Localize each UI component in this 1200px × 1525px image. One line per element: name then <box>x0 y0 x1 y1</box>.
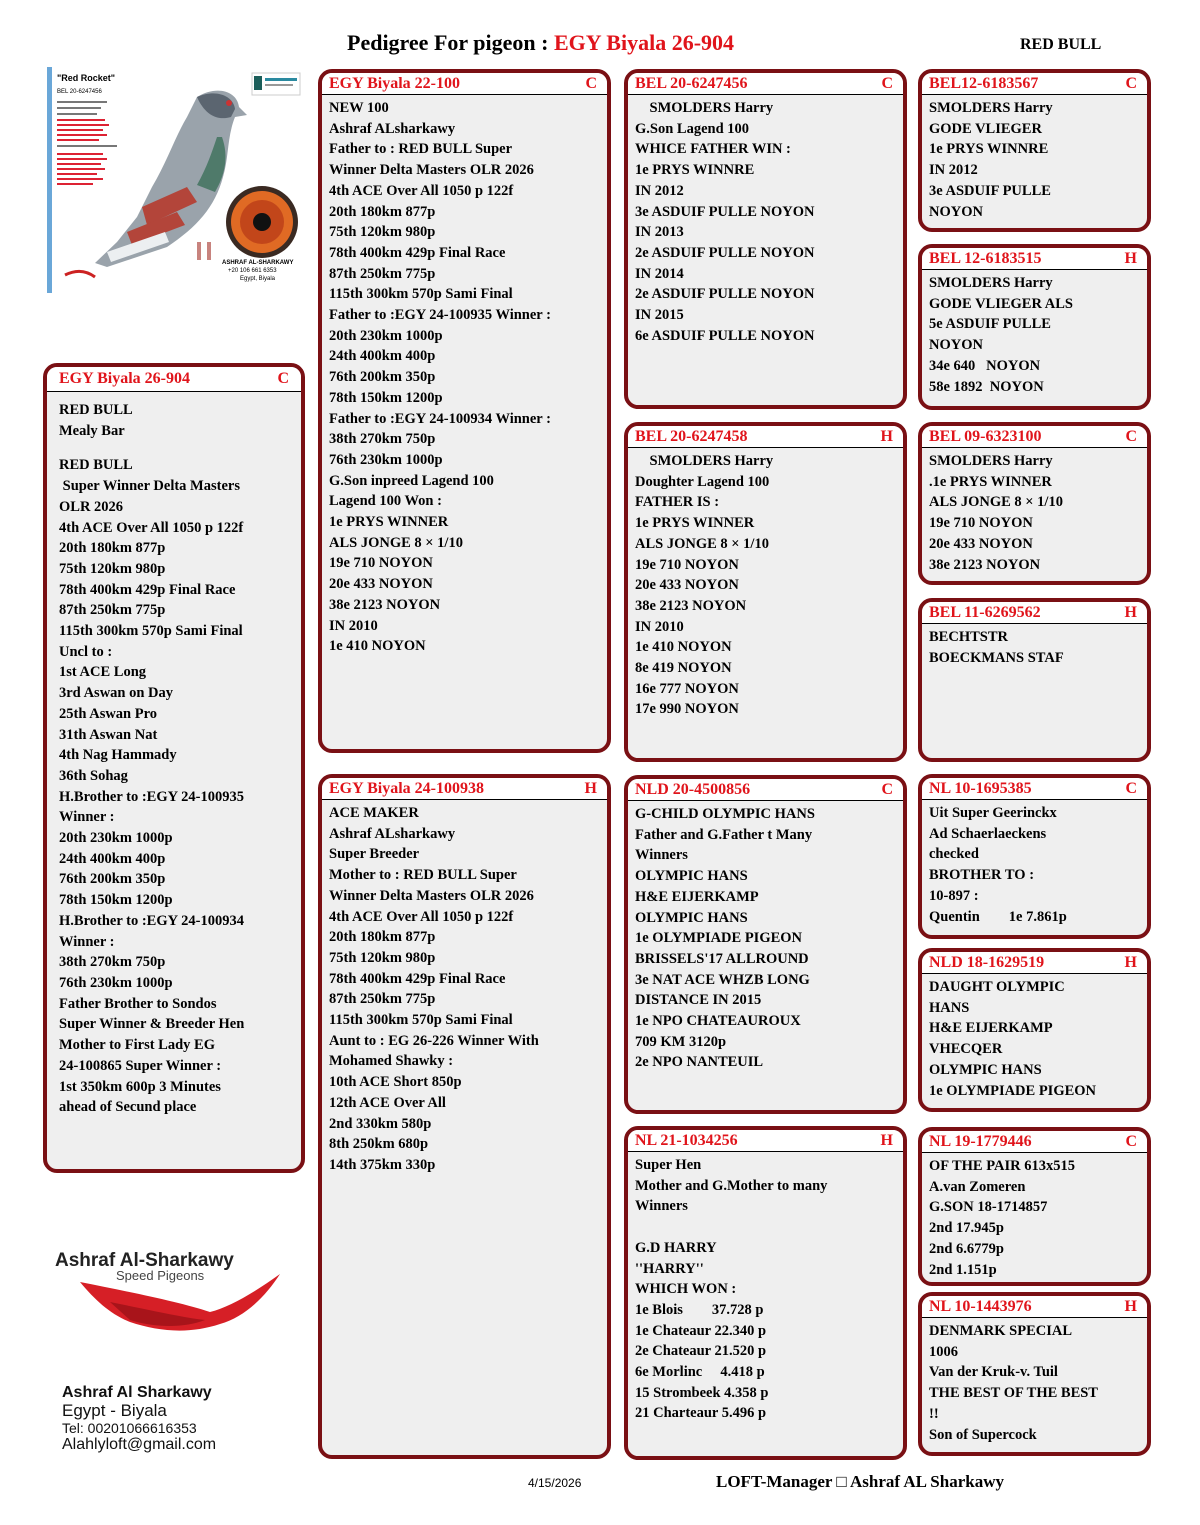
card-ggp-5 <box>918 774 1151 939</box>
record-line: GODE VLIEGER ALS <box>929 295 1073 312</box>
record-line: Father and G.Father t Many <box>635 826 813 843</box>
record-line: 76th 200km 350p <box>329 369 436 386</box>
record-line: OLR 2026 <box>59 498 124 515</box>
loft-manager-credit: LOFT-Manager □ Ashraf AL Sharkawy <box>716 1472 1004 1491</box>
record-line: 17e 990 NOYON <box>635 701 739 718</box>
record-line: 1e 410 NOYON <box>635 639 732 656</box>
record-line: Uit Super Geerinckx <box>929 805 1057 821</box>
record-line: 10th ACE Short 850p <box>329 1074 462 1091</box>
card-header <box>322 778 607 800</box>
card-header <box>628 426 903 448</box>
record-line: 1e PRYS WINNRE <box>929 141 1049 158</box>
record-line: BRISSELS'17 ALLROUND <box>635 950 809 967</box>
record-line: Super Winner & Breeder Hen <box>59 1016 245 1033</box>
record-line: IN 2012 <box>929 162 978 179</box>
record-line: IN 2012 <box>635 182 684 199</box>
record-line: 36th Sohag <box>59 767 128 784</box>
record-line: Father Brother to Sondos <box>59 995 217 1012</box>
card-body <box>322 95 607 657</box>
record-line: 1e 410 NOYON <box>329 638 426 655</box>
record-line: 8th 250km 680p <box>329 1136 429 1153</box>
record-line: 115th 300km 570p Sami Final <box>59 623 243 640</box>
card-sire-sire <box>624 69 907 409</box>
record-line: OLYMPIC HANS <box>635 909 748 926</box>
ring-number: BEL12-6183567 <box>929 75 1039 92</box>
record-line: 2e Chateaur 21.520 p <box>635 1343 767 1360</box>
record-line: H.Brother to :EGY 24-100935 <box>59 788 244 805</box>
record-line: 75th 120km 980p <box>329 224 436 241</box>
card-body <box>47 392 301 441</box>
record-line: Winner Delta Masters OLR 2026 <box>329 162 534 179</box>
record-line: 38e 2123 NOYON <box>929 556 1041 573</box>
record-line: 4th ACE Over All 1050 p 122f <box>59 519 244 536</box>
card-body <box>922 270 1147 397</box>
ring-number: NLD 20-4500856 <box>635 781 751 798</box>
record-line: Ashraf ALsharkawy <box>329 825 456 842</box>
record-line: 19e 710 NOYON <box>635 556 739 573</box>
record-line: Father to :EGY 24-100935 Winner : <box>329 307 551 324</box>
record-line: WHICE FATHER WIN : <box>635 141 791 158</box>
record-line: 2e ASDUIF PULLE NOYON <box>635 286 815 303</box>
photo-ring: BEL 20-6247456 <box>57 89 102 95</box>
sex-marker: C <box>585 75 597 92</box>
card-body <box>922 1318 1147 1445</box>
record-line: 20e 433 NOYON <box>329 576 433 593</box>
record-line: GODE VLIEGER <box>929 120 1042 137</box>
ring-number: EGY Biyala 24-100938 <box>329 780 484 797</box>
record-line: ACE MAKER <box>329 805 419 821</box>
card-body <box>922 95 1147 222</box>
ring-number: EGY Biyala 22-100 <box>329 75 460 92</box>
record-line: H.Brother to :EGY 24-100934 <box>59 912 244 929</box>
record-line: Doughter Lagend 100 <box>635 473 770 490</box>
record-line: 2e NPO NANTEUIL <box>635 1054 764 1071</box>
record-line: 24th 400km 400p <box>329 348 436 365</box>
record-line: H&E EIJERKAMP <box>635 888 759 905</box>
photo-caption-name: ASHRAF AL-SHARKAWY <box>222 260 294 266</box>
card-body <box>922 1153 1147 1280</box>
title-ring: EGY Biyala 26-904 <box>553 30 735 55</box>
ring-number: BEL 20-6247456 <box>635 75 748 92</box>
record-line: Ashraf ALsharkawy <box>329 120 456 137</box>
record-line: 75th 120km 980p <box>59 560 166 577</box>
record-line: 20th 180km 877p <box>329 203 436 220</box>
breeder-email: Alahlyloft@gmail.com <box>62 1436 217 1453</box>
record-line: 75th 120km 980p <box>329 949 436 966</box>
record-line: 38e 2123 NOYON <box>329 596 441 613</box>
record-line: Winner Delta Masters OLR 2026 <box>329 887 534 904</box>
record-line: Lagend 100 Won : <box>329 493 442 510</box>
card-body <box>322 800 607 1176</box>
record-line: DENMARK SPECIAL <box>929 1323 1072 1339</box>
record-line: NOYON <box>929 203 983 220</box>
brand-tagline: Speed Pigeons <box>116 1268 205 1283</box>
record-line: 20th 230km 1000p <box>329 327 443 344</box>
card-body <box>628 95 903 346</box>
record-line: 38th 270km 750p <box>329 431 436 448</box>
record-line: BROTHER TO : <box>929 867 1035 884</box>
card-dam-dam <box>624 1126 907 1460</box>
record-line: H&E EIJERKAMP <box>929 1020 1053 1037</box>
record-line: G.Son Lagend 100 <box>635 120 750 137</box>
record-line: SMOLDERS Harry <box>929 275 1053 291</box>
record-line: BOECKMANS STAF <box>929 649 1064 666</box>
record-line: 2e ASDUIF PULLE NOYON <box>635 244 815 261</box>
sex-marker: C <box>881 75 893 92</box>
record-line: Ad Schaerlaeckens <box>929 825 1047 842</box>
record-line: IN 2010 <box>329 617 378 634</box>
record-line: Winner : <box>59 809 115 826</box>
record-line: 20e 433 NOYON <box>929 535 1033 552</box>
card-dam-sire <box>624 775 907 1114</box>
record-line: ALS JONGE 8 × 1/10 <box>329 534 463 551</box>
record-line: .1e PRYS WINNER <box>929 473 1052 490</box>
sex-marker: H <box>880 428 893 445</box>
card-header <box>922 602 1147 624</box>
record-line: 115th 300km 570p Sami Final <box>329 286 513 303</box>
record-line: THE BEST OF THE BEST <box>929 1385 1098 1402</box>
record-line: 38e 2123 NOYON <box>635 597 747 614</box>
record-line: 78th 400km 429p Final Race <box>329 970 506 987</box>
sex-marker: H <box>1124 954 1137 971</box>
record-line: 2nd 17.945p <box>929 1220 1004 1237</box>
record-line: 25th Aswan Pro <box>59 705 158 722</box>
sex-marker: H <box>1124 250 1137 267</box>
record-line: 1e PRYS WINNER <box>635 515 755 532</box>
record-line: OF THE PAIR 613x515 <box>929 1158 1075 1174</box>
print-date: 4/15/2026 <box>528 1476 582 1490</box>
record-line: Winners <box>635 847 688 864</box>
record-line: G.SON 18-1714857 <box>929 1199 1048 1216</box>
breeder-contact <box>62 1384 216 1454</box>
record-line: 76th 200km 350p <box>59 871 166 888</box>
ring-number: NLD 18-1629519 <box>929 954 1045 971</box>
record-line: ALS JONGE 8 × 1/10 <box>929 494 1063 511</box>
record-line: 4th Nag Hammady <box>59 747 177 764</box>
record-line: 20th 180km 877p <box>59 540 166 557</box>
card-header <box>922 952 1147 974</box>
record-line: 78th 400km 429p Final Race <box>59 581 236 598</box>
record-line: 16e 777 NOYON <box>635 680 739 697</box>
card-body-second <box>47 441 301 1118</box>
ring-number: NL 10-1695385 <box>929 780 1032 797</box>
record-line: 24th 400km 400p <box>59 850 166 867</box>
record-line: Aunt to : EG 26-226 Winner With <box>329 1032 539 1049</box>
record-line: 19e 710 NOYON <box>329 555 433 572</box>
record-line: 6e Morlinc 4.418 p <box>635 1364 765 1381</box>
record-line: ''HARRY'' <box>635 1260 704 1277</box>
record-line: 115th 300km 570p Sami Final <box>329 1012 513 1029</box>
record-line: DISTANCE IN 2015 <box>635 992 762 1009</box>
record-line: Uncl to : <box>59 643 113 660</box>
breeder-tel: Tel: 00201066616353 <box>62 1420 197 1436</box>
record-line: 87th 250km 775p <box>59 602 166 619</box>
card-header <box>322 73 607 95</box>
record-line: 1006 <box>929 1343 958 1360</box>
record-line: Quentin 1e 7.861p <box>929 908 1067 925</box>
sex-marker: C <box>1125 780 1137 797</box>
ring-number: NL 10-1443976 <box>929 1298 1032 1315</box>
record-line: 1e Blois 37.728 p <box>635 1301 764 1318</box>
record-line: 87th 250km 775p <box>329 265 436 282</box>
record-line: VHECQER <box>929 1041 1003 1058</box>
record-line: 4th ACE Over All 1050 p 122f <box>329 182 514 199</box>
record-line: 709 KM 3120p <box>635 1033 727 1050</box>
card-body <box>628 1152 903 1424</box>
record-line: NEW 100 <box>329 100 389 116</box>
card-ggp-3 <box>918 422 1151 585</box>
record-line: checked <box>929 846 979 863</box>
record-line: 1e OLYMPIADE PIGEON <box>635 930 803 947</box>
card-header <box>628 779 903 801</box>
card-body <box>922 974 1147 1101</box>
pigeon-name: RED BULL <box>1020 36 1102 53</box>
record-line: IN 2013 <box>635 224 684 241</box>
sex-marker: H <box>880 1132 893 1149</box>
record-line: Father to :EGY 24-100934 Winner : <box>329 410 551 427</box>
record-line: SMOLDERS Harry <box>635 100 774 116</box>
record-line: 24-100865 Super Winner : <box>59 1057 222 1074</box>
ring-number: BEL 11-6269562 <box>929 604 1041 621</box>
record-line: G.D HARRY <box>635 1239 717 1256</box>
card-ggp-6 <box>918 948 1151 1112</box>
record-line: 78th 150km 1200p <box>329 389 443 406</box>
record-line: 12th ACE Over All <box>329 1094 446 1111</box>
record-line: Mother to : RED BULL Super <box>329 867 517 884</box>
record-line: Winners <box>635 1198 688 1215</box>
photo-title: "Red Rocket" <box>57 73 116 83</box>
sex-marker: C <box>881 781 893 798</box>
record-line: WHICH WON : <box>635 1281 737 1298</box>
record-line: 1e PRYS WINNRE <box>635 162 755 179</box>
sex-marker: H <box>584 780 597 797</box>
record-line: ALS JONGE 8 × 1/10 <box>635 535 769 552</box>
card-header <box>922 73 1147 95</box>
record-line: OLYMPIC HANS <box>929 1061 1042 1078</box>
record-line: 58e 1892 NOYON <box>929 378 1044 395</box>
sex-marker: H <box>1124 604 1137 621</box>
record-line: Son of Supercock <box>929 1426 1037 1443</box>
record-line: 34e 640 NOYON <box>929 357 1041 374</box>
record-line: 4th ACE Over All 1050 p 122f <box>329 908 514 925</box>
record-line: DAUGHT OLYMPIC <box>929 979 1065 995</box>
breeder-location: Egypt - Biyala <box>62 1401 167 1420</box>
record-line: G-CHILD OLYMPIC HANS <box>635 806 815 822</box>
ring-number: BEL 20-6247458 <box>635 428 748 445</box>
card-ggp-1 <box>918 69 1151 232</box>
record-line: OLYMPIC HANS <box>635 868 748 885</box>
record-line: 5e ASDUIF PULLE <box>929 316 1051 333</box>
record-line <box>635 1217 896 1238</box>
record-line: 1e NPO CHATEAUROUX <box>635 1013 801 1030</box>
record-line: RED BULL <box>59 457 133 474</box>
card-header <box>922 778 1147 800</box>
record-line: 1st 350km 600p 3 Minutes <box>59 1078 221 1095</box>
record-line: 8e 419 NOYON <box>635 660 732 677</box>
record-line: HANS <box>929 999 970 1016</box>
photo-caption-place: Egypt, Biyala <box>240 276 276 282</box>
record-line: RED BULL <box>59 402 133 418</box>
card-body <box>922 624 1147 668</box>
record-line: IN 2010 <box>635 618 684 635</box>
record-line: !! <box>929 1405 939 1422</box>
record-line: Mother and G.Mother to many <box>635 1177 828 1194</box>
record-line: 14th 375km 330p <box>329 1156 436 1173</box>
sex-marker: C <box>277 370 289 387</box>
record-line: Father to : RED BULL Super <box>329 141 513 158</box>
record-line: 76th 230km 1000p <box>329 451 443 468</box>
record-line: 31th Aswan Nat <box>59 726 158 743</box>
card-body <box>922 800 1147 927</box>
record-line: 6e ASDUIF PULLE NOYON <box>635 327 815 344</box>
record-line: Mealy Bar <box>59 422 125 439</box>
ring-number: BEL 09-6323100 <box>929 428 1042 445</box>
record-line: 38th 270km 750p <box>59 954 166 971</box>
card-sire <box>318 69 611 753</box>
record-line: Super Breeder <box>329 846 420 863</box>
record-line: SMOLDERS Harry <box>929 453 1053 469</box>
card-subject <box>43 363 305 1173</box>
record-line: 2nd 330km 580p <box>329 1115 432 1132</box>
card-header <box>922 248 1147 270</box>
brand-badge <box>252 73 300 95</box>
sex-marker: C <box>1125 428 1137 445</box>
card-dam <box>318 774 611 1459</box>
record-line: NOYON <box>929 337 983 354</box>
card-header <box>922 1296 1147 1318</box>
page-title <box>347 30 734 56</box>
card-header <box>628 1130 903 1152</box>
record-line: Mohamed Shawky : <box>329 1053 454 1070</box>
card-body <box>628 448 903 720</box>
record-line: 78th 400km 429p Final Race <box>329 244 506 261</box>
card-header <box>628 73 903 95</box>
card-ggp-4 <box>918 598 1151 762</box>
record-line: 20th 230km 1000p <box>59 830 173 847</box>
record-line: FATHER IS : <box>635 494 720 511</box>
record-line: IN 2014 <box>635 265 684 282</box>
record-line: G.Son inpreed Lagend 100 <box>329 472 494 489</box>
ring-number: NL 21-1034256 <box>635 1132 738 1149</box>
record-line: ahead of Secund place <box>59 1099 197 1116</box>
sex-marker: H <box>1124 1298 1137 1315</box>
record-line: Super Winner Delta Masters <box>59 478 240 495</box>
record-line: 19e 710 NOYON <box>929 515 1033 532</box>
card-body <box>628 801 903 1073</box>
record-line: SMOLDERS Harry <box>635 453 774 469</box>
card-header <box>922 1131 1147 1153</box>
record-line: 2nd 1.151p <box>929 1261 997 1278</box>
record-line: 1e PRYS WINNER <box>329 514 449 531</box>
record-line: SMOLDERS Harry <box>929 100 1053 116</box>
record-line: Super Hen <box>635 1157 702 1173</box>
record-line: 20th 180km 877p <box>329 929 436 946</box>
brand-name: Ashraf Al-Sharkawy <box>55 1250 234 1271</box>
record-line: 87th 250km 775p <box>329 991 436 1008</box>
ring-number: NL 19-1779446 <box>929 1133 1032 1150</box>
photo-caption-phone: +20 106 661 6353 <box>228 268 277 274</box>
record-line: 21 Charteaur 5.496 p <box>635 1405 767 1422</box>
record-line: 3e ASDUIF PULLE NOYON <box>635 203 815 220</box>
record-line: BECHTSTR <box>929 629 1008 645</box>
pigeon-photo <box>47 67 305 293</box>
record-line: 10-897 : <box>929 887 979 904</box>
record-line: 76th 230km 1000p <box>59 974 173 991</box>
record-line: 3e ASDUIF PULLE <box>929 182 1051 199</box>
record-line: A.van Zomeren <box>929 1178 1026 1195</box>
record-line: 2nd 6.6779p <box>929 1240 1004 1257</box>
record-line: 78th 150km 1200p <box>59 892 173 909</box>
card-ggp-2 <box>918 244 1151 410</box>
record-line: IN 2015 <box>635 307 684 324</box>
title-prefix: Pedigree For pigeon : <box>347 30 549 55</box>
card-ggp-8 <box>918 1292 1151 1456</box>
card-ggp-7 <box>918 1127 1151 1286</box>
text-scribble-lines <box>57 101 117 185</box>
card-sire-dam <box>624 422 907 762</box>
record-line: Van der Kruk-v. Tuil <box>929 1364 1058 1381</box>
card-body <box>922 448 1147 575</box>
record-line: 20e 433 NOYON <box>635 577 739 594</box>
sex-marker: C <box>1125 1133 1137 1150</box>
record-line: 1e Chateaur 22.340 p <box>635 1322 767 1339</box>
record-line: 15 Strombeek 4.358 p <box>635 1384 769 1401</box>
card-header <box>47 367 301 392</box>
ring-number: BEL 12-6183515 <box>929 250 1042 267</box>
record-line: 3rd Aswan on Day <box>59 685 174 702</box>
sex-marker: C <box>1125 75 1137 92</box>
record-line: 3e NAT ACE WHZB LONG <box>635 971 810 988</box>
record-line: 1st ACE Long <box>59 664 147 681</box>
breeder-name: Ashraf Al Sharkawy <box>62 1384 212 1401</box>
ring-number: EGY Biyala 26-904 <box>59 370 190 387</box>
record-line: Mother to First Lady EG <box>59 1037 215 1054</box>
card-header <box>922 426 1147 448</box>
record-line: 1e OLYMPIADE PIGEON <box>929 1082 1097 1099</box>
record-line: Winner : <box>59 933 115 950</box>
